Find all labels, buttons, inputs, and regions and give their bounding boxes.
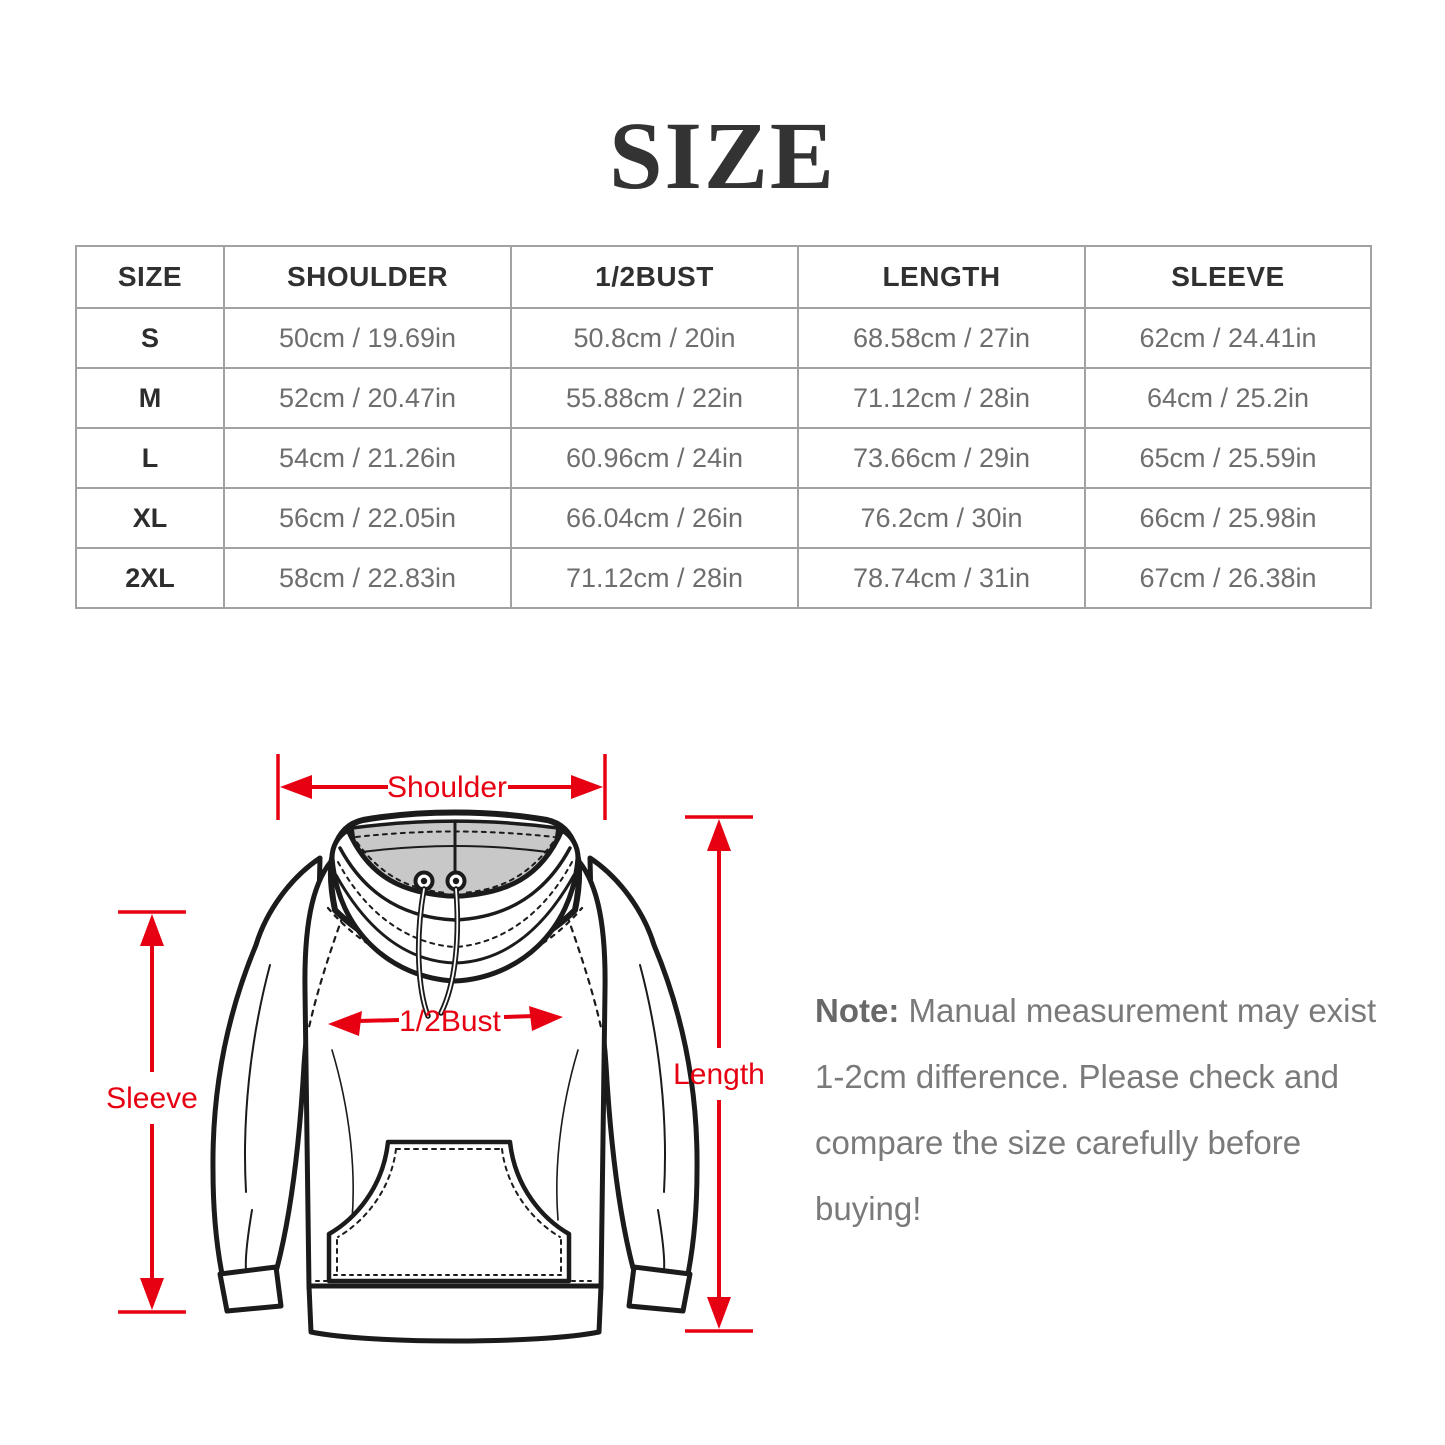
measurement-cell: 66cm / 25.98in — [1085, 488, 1371, 548]
measurement-cell: 60.96cm / 24in — [511, 428, 798, 488]
size-table — [75, 245, 1372, 609]
hoodie-right-cuff — [629, 1267, 690, 1311]
header-cell-bust: 1/2BUST — [511, 246, 798, 308]
table-row — [76, 428, 1371, 488]
measurement-cell: 54cm / 21.26in — [224, 428, 511, 488]
note-body: Manual measurement may exist 1-2cm difference. Please check and compare the size carefully before buying! — [815, 992, 1377, 1227]
length-arrow-label: Length — [673, 1058, 765, 1091]
measurement-cell: 50.8cm / 20in — [511, 308, 798, 368]
measurement-cell: 78.74cm / 31in — [798, 548, 1085, 608]
hoodie-drawing — [213, 813, 697, 1342]
table-row — [76, 548, 1371, 608]
measurement-cell: 68.58cm / 27in — [798, 308, 1085, 368]
table-header-row — [76, 246, 1371, 308]
hoodie-left-cuff — [220, 1267, 281, 1311]
size-cell: S — [76, 308, 224, 368]
header-cell-sleeve: SLEEVE — [1085, 246, 1371, 308]
size-cell: M — [76, 368, 224, 428]
measurement-cell: 50cm / 19.69in — [224, 308, 511, 368]
measurement-cell: 71.12cm / 28in — [511, 548, 798, 608]
half-bust-arrow-label: 1/2Bust — [399, 1005, 501, 1038]
measurement-cell: 55.88cm / 22in — [511, 368, 798, 428]
hoodie-hem-band — [309, 1286, 601, 1341]
measurement-cell: 76.2cm / 30in — [798, 488, 1085, 548]
size-cell: 2XL — [76, 548, 224, 608]
measurement-cell: 65cm / 25.59in — [1085, 428, 1371, 488]
measurement-cell: 67cm / 26.38in — [1085, 548, 1371, 608]
measurement-cell: 71.12cm / 28in — [798, 368, 1085, 428]
sleeve-arrow-label: Sleeve — [106, 1082, 198, 1115]
table-row — [76, 368, 1371, 428]
measurement-cell: 62cm / 24.41in — [1085, 308, 1371, 368]
measurement-cell: 73.66cm / 29in — [798, 428, 1085, 488]
sleeve-arrow — [106, 912, 198, 1312]
hoodie-measurement-diagram — [100, 740, 800, 1390]
note-text — [815, 978, 1380, 1242]
measurement-cell: 66.04cm / 26in — [511, 488, 798, 548]
header-cell-size: SIZE — [76, 246, 224, 308]
table-row — [76, 308, 1371, 368]
size-cell: L — [76, 428, 224, 488]
note-label: Note: — [815, 992, 900, 1029]
size-cell: XL — [76, 488, 224, 548]
page-title: SIZE — [609, 102, 836, 209]
measurement-cell: 58cm / 22.83in — [224, 548, 511, 608]
table-row — [76, 488, 1371, 548]
shoulder-arrow-label: Shoulder — [386, 771, 508, 804]
header-cell-shoulder: SHOULDER — [224, 246, 511, 308]
measurement-cell: 64cm / 25.2in — [1085, 368, 1371, 428]
header-cell-length: LENGTH — [798, 246, 1085, 308]
measurement-cell: 52cm / 20.47in — [224, 368, 511, 428]
measurement-cell: 56cm / 22.05in — [224, 488, 511, 548]
